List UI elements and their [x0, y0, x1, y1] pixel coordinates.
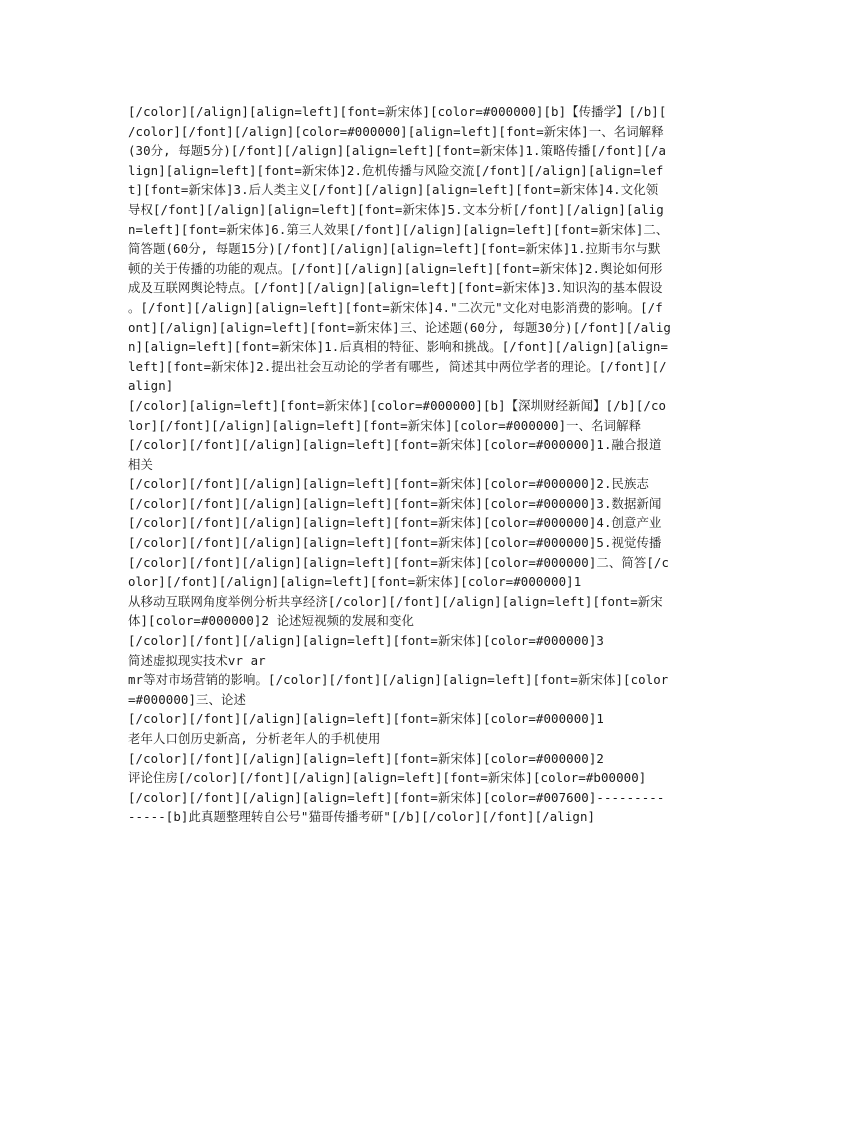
text-line: n][align=left][font=新宋体]1.后真相的特征、影响和挑战。[/font][/align][align= — [128, 339, 669, 355]
text-line: ont][/align][align=left][font=新宋体]三、论述题(60分, 每题30分)[/font][/alig — [128, 319, 671, 335]
text-line: 老年人口创历史新高, 分析老年人的手机使用 — [128, 731, 381, 746]
document-page — [128, 102, 740, 827]
text-line: 成及互联网舆论特点。[/font][/align][align=left][font=新宋体]3.知识沟的基本假设 — [128, 280, 663, 296]
text-line: 简述虚拟现实技术vr ar — [128, 652, 266, 668]
text-line: left][font=新宋体]2.提出社会互动论的学者有哪些, 简述其中两位学者的理论。[/font][/ — [128, 358, 667, 374]
text-line: [/color][/font][/align][align=left][font=新宋体][color=#000000]3.数据新闻 — [128, 495, 662, 511]
text-line: =#000000]三、论述 — [128, 691, 247, 707]
text-line: lor][/font][/align][align=left][font=新宋体][color=#000000]一、名词解释 — [128, 417, 642, 433]
text-line: 从移动互联网角度举例分析共享经济[/color][/font][/align][align=left][font=新宋 — [128, 593, 663, 609]
text-line: 评论住房[/color][/font][/align][align=left][font=新宋体][color=#b00000] — [128, 770, 647, 786]
text-line: [/color][/font][/align][align=left][font=新宋体][color=#000000]2 — [128, 750, 604, 766]
text-line: olor][/font][/align][align=left][font=新宋体][color=#000000]1 — [128, 574, 582, 590]
text-line: [/color][/font][/align][align=left][font=新宋体][color=#000000]1 — [128, 711, 604, 727]
text-line: [/color][/align][align=left][font=新宋体][color=#000000][b]【传播学】[/b][ — [128, 104, 667, 119]
text-line: [/color][/font][/align][align=left][font=新宋体][color=#000000]3 — [128, 633, 604, 649]
text-line: 顿的关于传播的功能的观点。[/font][/align][align=left][font=新宋体]2.舆论如何形 — [128, 260, 663, 276]
text-line: [/color][/font][/align][align=left][font=新宋体][color=#000000]二、简答[/c — [128, 554, 670, 570]
text-line: 。[/font][/align][align=left][font=新宋体]4."二次元"文化对电影消费的影响。[/f — [128, 299, 663, 315]
text-line: lign][align=left][font=新宋体]2.危机传播与风险交流[/font][/align][align=lef — [128, 162, 664, 178]
text-line: 体][color=#000000]2 论述短视频的发展和变化 — [128, 613, 414, 629]
text-line: -----[b]此真题整理转自公号"猫哥传播考研"[/b][/color][/font][/align] — [128, 809, 596, 825]
text-line: (30分, 每题5分)[/font][/align][align=left][font=新宋体]1.策略传播[/font][/a — [128, 143, 667, 159]
text-line: /color][/font][/align][color=#000000][align=left][font=新宋体]一、名词解释 — [128, 123, 664, 139]
text-line: mr等对市场营销的影响。[/color][/font][/align][align=left][font=新宋体][color — [128, 672, 669, 688]
text-line: 简答题(60分, 每题15分)[/font][/align][align=left][font=新宋体]1.拉斯韦尔与默 — [128, 241, 661, 257]
text-line: t][font=新宋体]3.后人类主义[/font][/align][align=left][font=新宋体]4.文化领 — [128, 182, 659, 198]
text-line: 相关 — [128, 456, 153, 472]
text-line: 导权[/font][/align][align=left][font=新宋体]5.文本分析[/font][/align][alig — [128, 201, 664, 217]
text-line: [/color][/font][/align][align=left][font=新宋体][color=#007600]--------- — [128, 789, 665, 805]
text-line: [/color][align=left][font=新宋体][color=#000000][b]【深圳财经新闻】[/b][/co — [128, 397, 667, 413]
text-line: [/color][/font][/align][align=left][font=新宋体][color=#000000]1.融合报道 — [128, 437, 662, 453]
text-line: n=left][font=新宋体]6.第三人效果[/font][/align][align=left][font=新宋体]二、 — [128, 221, 669, 237]
text-line: [/color][/font][/align][align=left][font=新宋体][color=#000000]4.创意产业 — [128, 515, 662, 531]
text-line: [/color][/font][/align][align=left][font=新宋体][color=#000000]5.视觉传播 — [128, 535, 662, 551]
text-line: [/color][/font][/align][align=left][font=新宋体][color=#000000]2.民族志 — [128, 476, 649, 492]
text-line: align] — [128, 378, 174, 394]
